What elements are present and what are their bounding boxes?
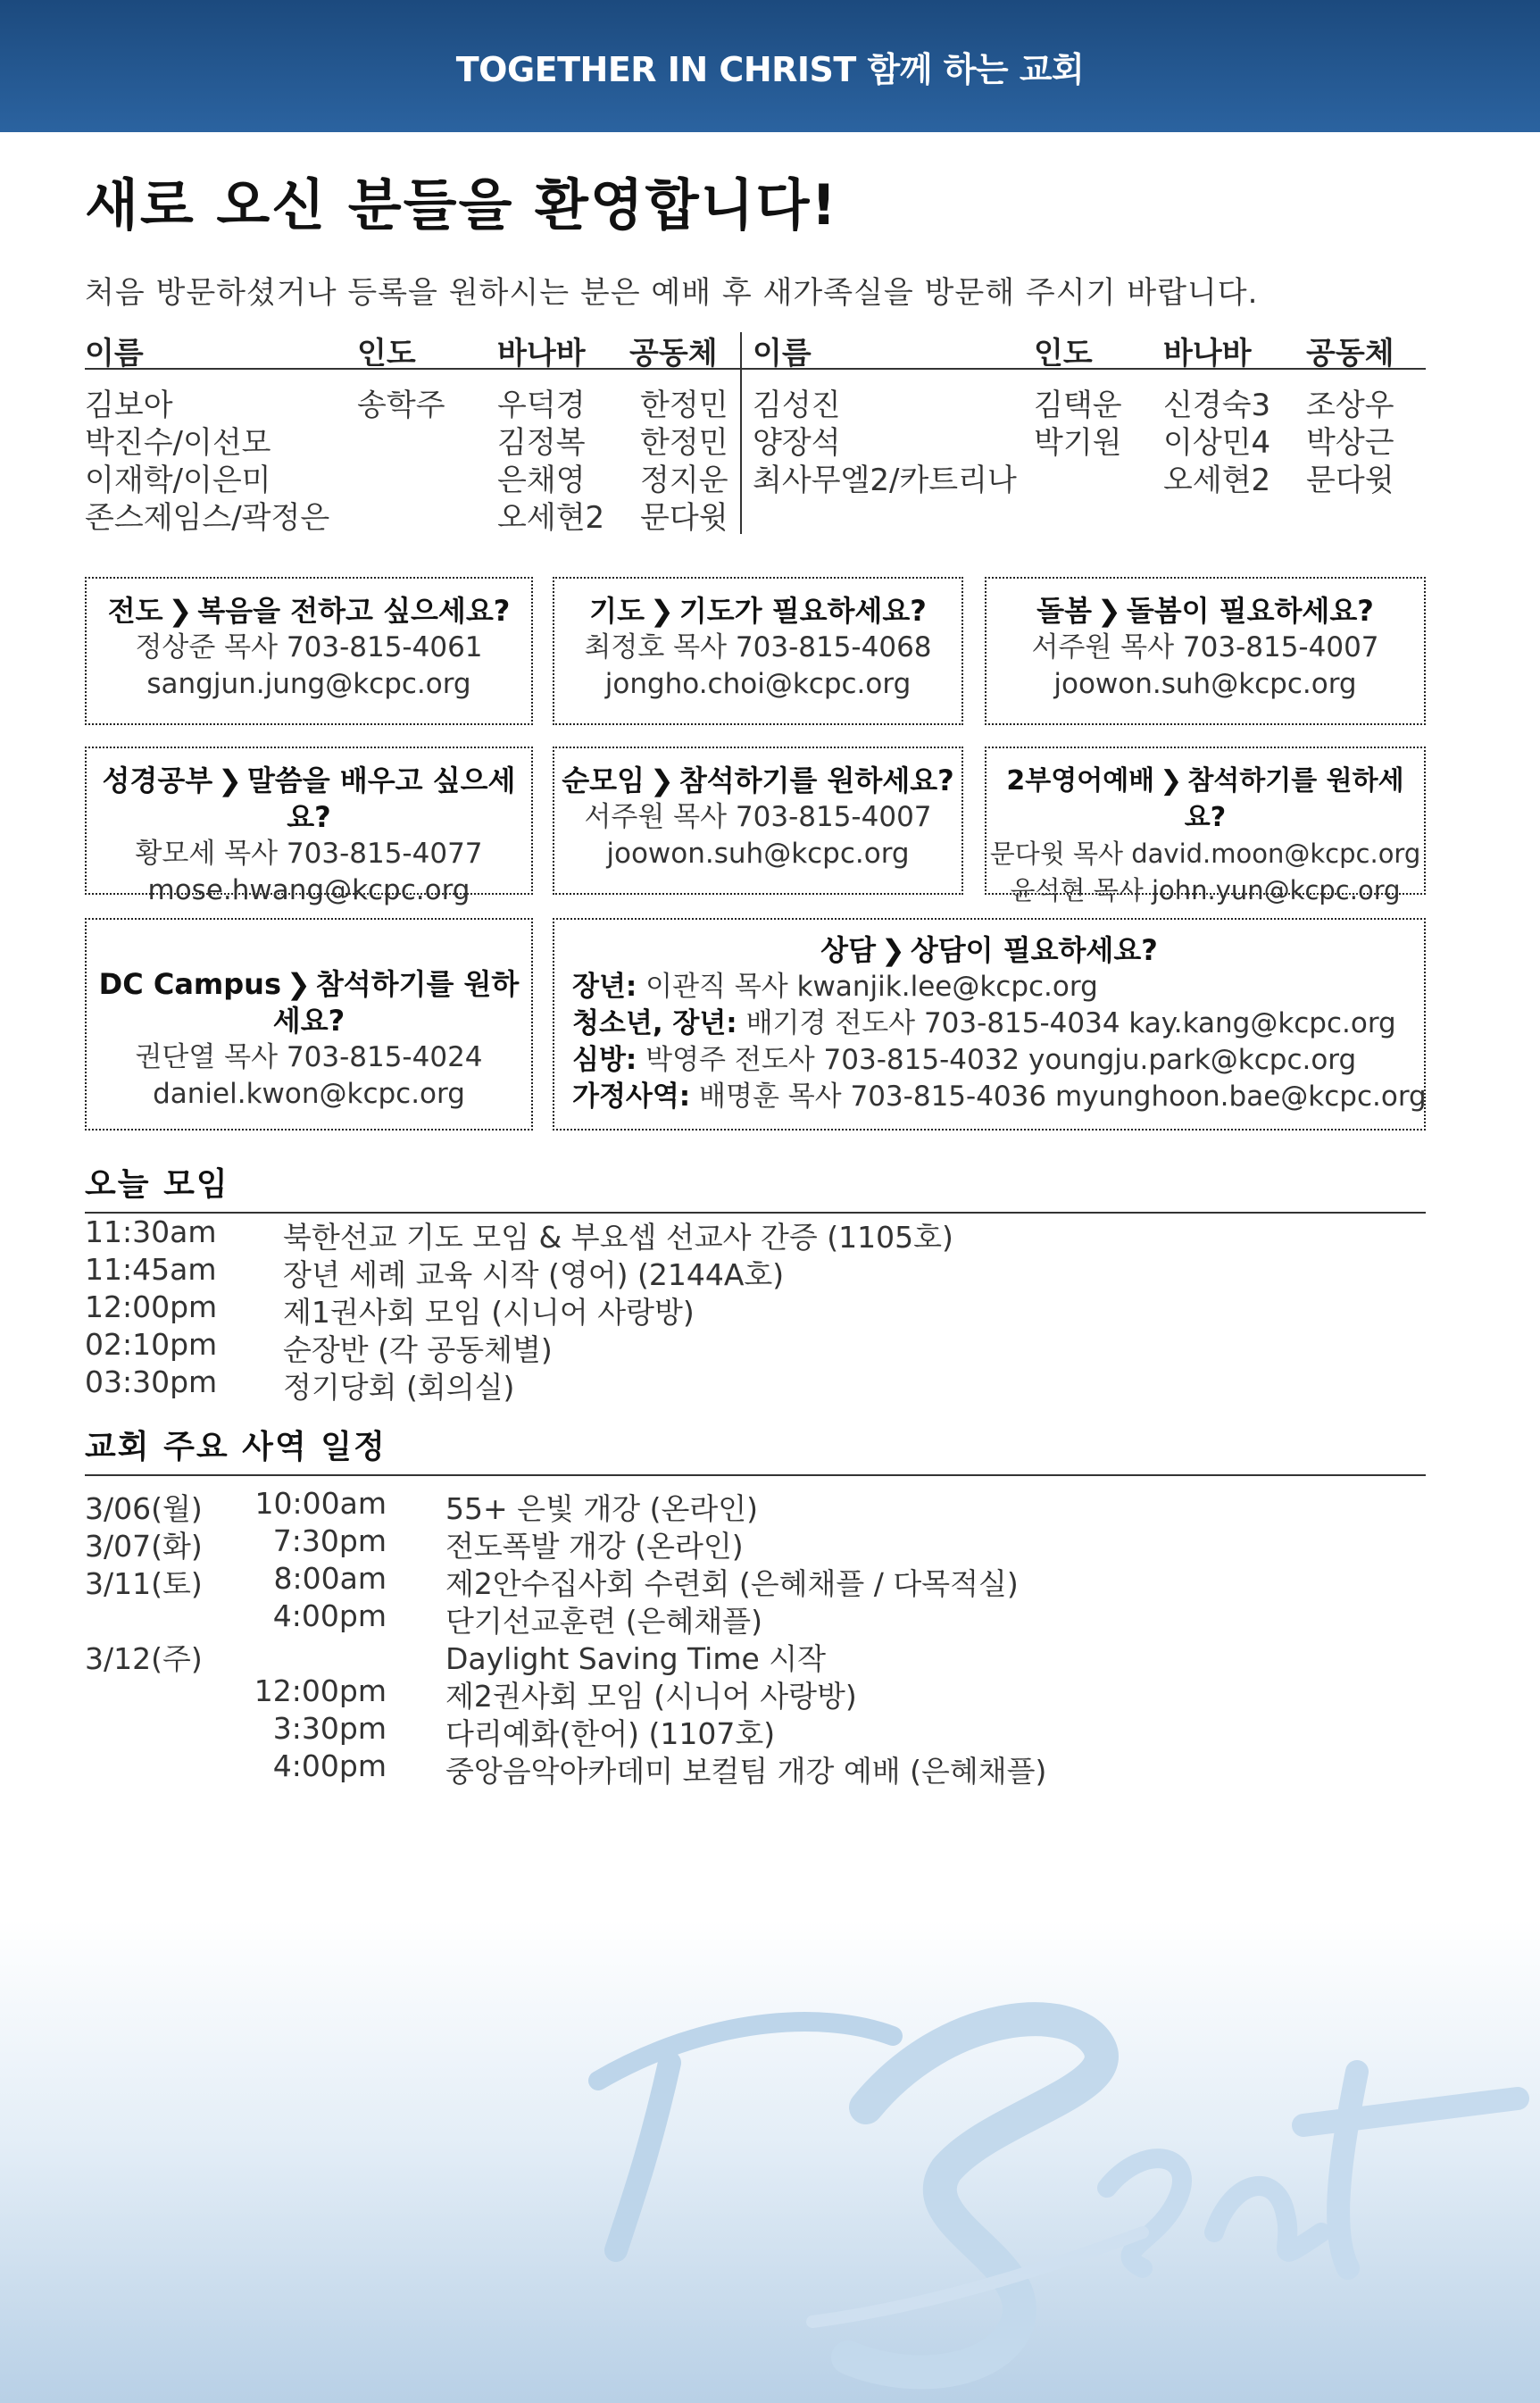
cell-barnabas: 신경숙3 [1163,388,1271,423]
list-item: 03:30pm 정기당회 (회의실) [85,1364,515,1405]
contact-box-prayer [553,577,963,725]
column-header-name: 이름 [85,336,144,371]
contact-title: 돌봄 ❯ 돌봄이 필요하세요? [1036,594,1374,628]
table-row [753,418,1426,461]
contact-phone: 서주원 목사 703-815-4007 [584,801,932,833]
list-item: 11:45am 장년 세례 교육 시작 (영어) (2144A호) [85,1252,785,1292]
cell-name: 최사무엘2/카트리나 [753,463,1017,498]
column-header-guide: 인도 [357,336,416,371]
contact-email[interactable]: mose.hwang@kcpc.org [147,874,470,906]
chevron-right-icon: ❯ [218,763,242,797]
cell-barnabas: 우덕경 [497,388,586,423]
cell-name: 박진수/이선모 [85,425,271,461]
page-header [0,0,1540,132]
table-row [85,493,728,536]
schedule-list [85,1486,1426,1789]
list-item: 3:30pm 다리예화(한어) (1107호) [272,1711,776,1751]
column-header-guide: 인도 [1034,336,1093,371]
cell-guide: 송학주 [357,388,445,423]
contact-line[interactable]: 윤석현 목사 john.yun@kcpc.org [1010,875,1401,905]
column-header-community: 공동체 [1306,336,1394,371]
column-header-name: 이름 [753,336,812,371]
contact-email[interactable]: joowon.suh@kcpc.org [1053,668,1357,700]
contact-box-care [985,577,1426,725]
contact-line[interactable]: 문다윗 목사 david.moon@kcpc.org [989,839,1421,869]
chevron-right-icon: ❯ [650,594,674,628]
schedule-title: 교회 주요 사역 일정 [85,1422,1426,1476]
contact-box-bible-study [85,747,533,906]
contact-box-small-group [553,747,963,895]
chevron-right-icon: ❯ [650,763,674,797]
cell-community: 정지운 [640,463,728,498]
cell-name: 김보아 [85,388,173,423]
contact-title: 상담 ❯ 상담이 필요하세요? [820,933,1158,967]
cell-barnabas: 이상민4 [1163,425,1271,461]
table-row [85,455,728,498]
contact-email[interactable]: daniel.kwon@kcpc.org [153,1078,465,1110]
list-item: 4:00pm 단기선교훈련 (은혜채플) [272,1598,763,1639]
list-item: 3/12(주) Daylight Saving Time 시작 [85,1641,827,1676]
cell-community: 한정민 [640,425,728,461]
table-row [753,455,1426,498]
header-title: TOGETHER IN CHRIST 함께 하는 교회 [455,49,1085,89]
contact-title: 전도 ❯ 복음을 전하고 싶으세요? [107,594,511,628]
contact-title: 성경공부 ❯ 말씀을 배우고 싶으세요? [102,763,516,834]
chevron-right-icon: ❯ [287,967,311,1001]
contact-phone: 권단열 목사 703-815-4024 [135,1041,483,1073]
contact-box-dc-campus [85,918,533,1131]
cell-name: 존스제임스/곽정은 [85,500,330,536]
cell-name: 양장석 [753,425,841,461]
counseling-line: 청소년, 장년: 배기경 전도사 703-815-4034 kay.kang@kcpc.org [572,1007,1396,1039]
counseling-line: 장년: 이관직 목사 kwanjik.lee@kcpc.org [572,971,1098,1003]
contact-title: 2부영어예배 ❯ 참석하기를 원하세요? [1006,765,1404,833]
list-item: 02:10pm 순장반 (각 공동체별) [85,1327,553,1367]
cell-community: 박상근 [1306,425,1394,461]
list-item: 3/06(월) 10:00am 55+ 은빛 개강 (온라인) [85,1486,759,1526]
cell-barnabas: 오세현2 [497,500,605,536]
contact-title: 기도 ❯ 기도가 필요하세요? [589,594,927,628]
welcome-intro: 처음 방문하셨거나 등록을 원하시는 분은 예배 후 새가족실을 방문해 주시기 바랍니다. [85,275,1259,311]
table-row [753,380,1426,423]
contact-box-english-service [985,747,1426,905]
contact-phone: 정상준 목사 703-815-4061 [135,631,483,663]
chevron-right-icon: ❯ [1160,765,1183,797]
contact-email[interactable]: jongho.choi@kcpc.org [604,668,912,700]
today-title: 오늘 모임 [85,1159,1426,1214]
cell-guide: 박기원 [1034,425,1122,461]
table-column-divider [740,332,742,534]
counseling-line: 심방: 박영주 전도사 703-815-4032 youngju.park@kcpc.org [572,1044,1357,1076]
chevron-right-icon: ❯ [1097,594,1121,628]
cell-community: 문다윗 [1306,463,1394,498]
contact-email[interactable]: sangjun.jung@kcpc.org [146,668,471,700]
contact-box-counseling [553,918,1426,1131]
cell-community: 문다윗 [640,500,728,536]
contact-phone: 최정호 목사 703-815-4068 [584,631,932,663]
counseling-line: 가정사역: 배명훈 목사 703-815-4036 myunghoon.bae@kcpc.org [572,1081,1427,1113]
list-item: 3/11(토) 8:00am 제2안수집사회 수련회 (은혜채플 / 다목적실) [85,1561,1019,1601]
list-item: 12:00pm 제2권사회 모임 (시니어 사랑방) [254,1673,857,1714]
contact-phone: 황모세 목사 703-815-4077 [135,838,483,870]
list-item: 4:00pm 중앙음악아카데미 보컬팀 개강 예배 (은혜채플) [272,1748,1047,1789]
cell-barnabas: 김정복 [497,425,586,461]
table-header [753,329,1426,371]
cell-barnabas: 은채영 [497,463,586,498]
list-item: 3/07(화) 7:30pm 전도폭발 개강 (온라인) [85,1523,744,1564]
list-item: 11:30am 북한선교 기도 모임 & 부요셉 선교사 간증 (1105호) [85,1214,953,1255]
today-list [85,1214,1426,1405]
cell-barnabas: 오세현2 [1163,463,1271,498]
welcome-heading: 새로 오신 분들을 환영합니다! [85,172,838,238]
contact-phone: 서주원 목사 703-815-4007 [1031,631,1379,663]
cell-community: 한정민 [640,388,728,423]
chevron-right-icon: ❯ [881,933,905,967]
the-sent-logo [571,1965,1536,2393]
cell-community: 조상우 [1306,388,1394,423]
cell-guide: 김택운 [1034,388,1122,423]
contact-title: DC Campus ❯ 참석하기를 원하세요? [98,967,520,1038]
column-header-community: 공동체 [629,336,718,371]
table-header [85,329,728,371]
contact-box-evangelism [85,577,533,725]
table-row [85,380,728,423]
cell-name: 김성진 [753,388,841,423]
newcomer-table-left [85,329,728,536]
table-row [85,418,728,461]
contact-title: 순모임 ❯ 참석하기를 원하세요? [562,763,954,797]
list-item: 12:00pm 제1권사회 모임 (시니어 사랑방) [85,1289,695,1330]
contact-email[interactable]: joowon.suh@kcpc.org [606,838,910,870]
newcomer-table-right [753,329,1426,498]
chevron-right-icon: ❯ [168,594,193,628]
column-header-barnabas: 바나바 [497,336,586,371]
cell-name: 이재학/이은미 [85,463,271,498]
column-header-barnabas: 바나바 [1163,336,1252,371]
